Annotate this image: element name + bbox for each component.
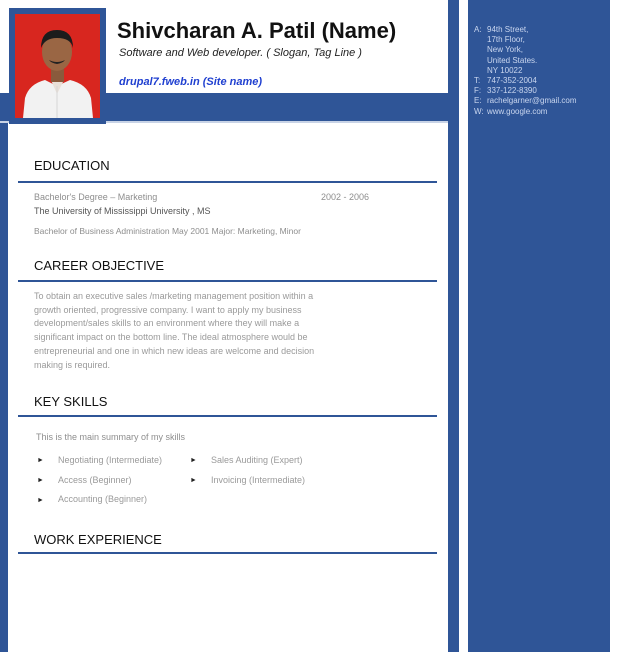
candidate-name: Shivcharan A. Patil (Name)	[117, 18, 397, 43]
web-row	[474, 107, 610, 117]
objective-line: development/sales skills to an environment where they will make a	[34, 318, 300, 329]
address-line: New York,	[487, 45, 524, 55]
address-row	[474, 35, 610, 45]
objective-line: To obtain an executive sales /marketing management position within a	[34, 291, 314, 301]
profile-photo	[15, 14, 100, 118]
education-university: The University of Mississippi University , MS	[34, 206, 211, 216]
bullet-icon: ►	[37, 477, 44, 484]
education-years: 2002 - 2006	[321, 192, 370, 202]
address-row	[474, 45, 610, 55]
objective-heading: CAREER OBJECTIVE	[34, 258, 165, 273]
address-line: NY 10022	[487, 65, 523, 75]
divider-bar	[448, 0, 459, 652]
skill-item: Invoicing (Intermediate)	[211, 475, 306, 485]
skills-summary: This is the main summary of my skills	[36, 432, 186, 442]
address-line: 94th Street,	[487, 25, 529, 34]
email-label: E:	[474, 96, 482, 106]
web-label: W:	[474, 106, 484, 116]
phone-row	[474, 76, 610, 86]
site-link[interactable]: drupal7.fweb.in (Site name)	[119, 76, 263, 88]
phone-value: 747-352-2004	[487, 76, 537, 86]
skill-item: Accounting (Beginner)	[58, 494, 148, 504]
bullet-icon: ►	[190, 477, 197, 484]
education-degree: Bachelor's Degree – Marketing	[34, 192, 158, 202]
objective-line: growth oriented, progressive company. I want to apply my business	[34, 304, 302, 315]
skills-rule	[18, 415, 437, 417]
experience-heading: WORK EXPERIENCE	[34, 532, 162, 547]
skill-item: Negotiating (Intermediate)	[58, 455, 163, 465]
phone-label: T:	[474, 76, 481, 86]
bullet-icon: ►	[190, 457, 197, 464]
web-value[interactable]: www.google.com	[487, 106, 548, 116]
fax-label: F:	[474, 86, 482, 96]
profile-photo-frame	[9, 8, 106, 124]
address-row	[474, 25, 610, 35]
fax-row	[474, 86, 610, 96]
skill-item: Access (Beginner)	[58, 475, 132, 485]
fax-value: 337-122-8390	[487, 86, 537, 96]
address-row	[474, 56, 610, 66]
objective-line: significant impact on the bottom line. The ideal atmosphere would be	[34, 332, 308, 343]
education-detail: Bachelor of Business Administration May 2001 Major: Marketing, Minor	[34, 226, 301, 236]
address-line: United States.	[487, 55, 538, 65]
address-line: 17th Floor,	[487, 35, 525, 45]
objective-line: making is required.	[34, 359, 111, 370]
bullet-icon: ►	[37, 457, 44, 464]
objective-line: entrepreneurial and one in which new ideas are welcome and decision	[34, 345, 315, 356]
objective-paragraph	[34, 290, 384, 372]
education-rule	[18, 181, 437, 183]
experience-rule	[18, 552, 437, 554]
contact-block	[474, 25, 610, 117]
email-row	[474, 96, 610, 106]
objective-rule	[18, 280, 437, 282]
email-value[interactable]: rachelgarner@gmail.com	[487, 96, 577, 106]
address-label: A:	[474, 25, 482, 34]
education-heading: EDUCATION	[34, 158, 110, 173]
address-row	[474, 66, 610, 76]
skill-item: Sales Auditing (Expert)	[211, 455, 303, 465]
person-portrait-icon	[15, 14, 100, 118]
right-margin	[610, 0, 620, 652]
left-accent-band	[0, 93, 8, 652]
divider-gap	[459, 0, 468, 652]
skills-heading: KEY SKILLS	[34, 394, 108, 409]
bullet-icon: ►	[37, 497, 44, 504]
tagline: Software and Web developer. ( Slogan, Tag Line )	[119, 47, 362, 59]
